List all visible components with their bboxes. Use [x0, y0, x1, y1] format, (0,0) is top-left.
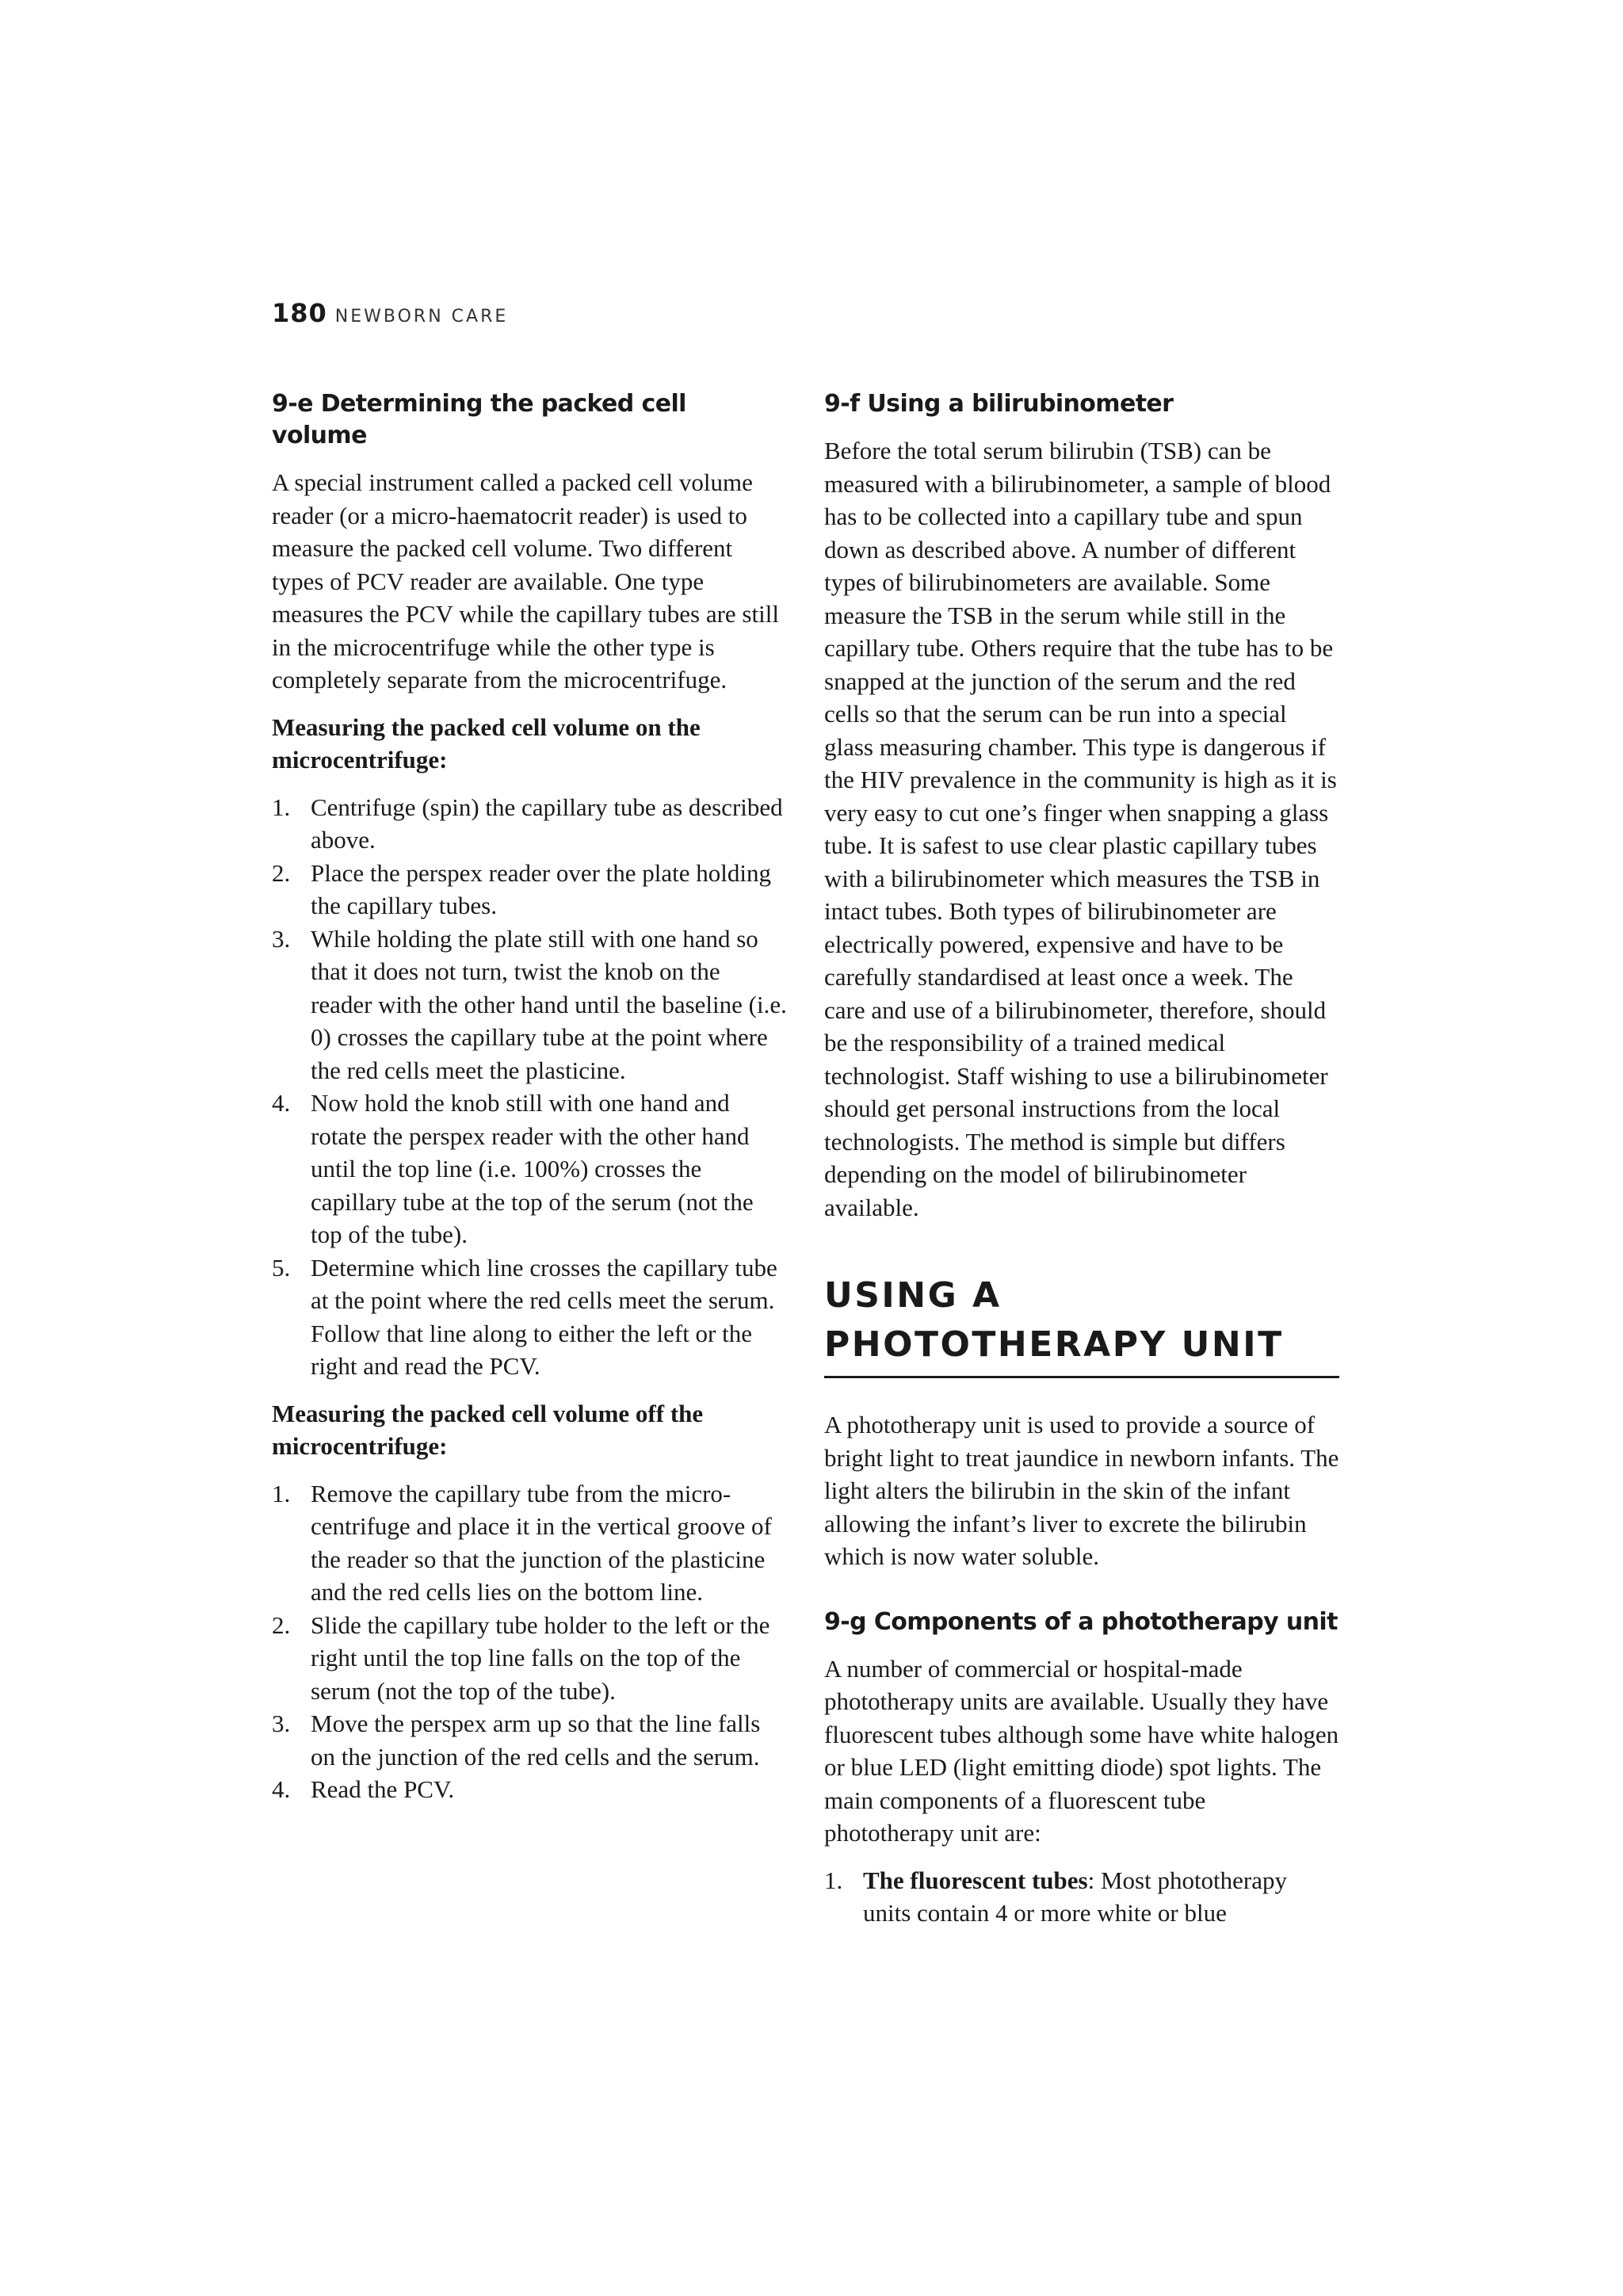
heading-9f: 9-f Using a bilirubinometer — [824, 390, 1174, 418]
heading-9g: 9-g Components of a phototherapy unit — [824, 1607, 1338, 1636]
step-text: Read the PCV. — [311, 1775, 455, 1803]
component-term: The fluorescent tubes — [863, 1866, 1088, 1894]
step-text: Centrifuge (spin) the capillary tube as described above. — [311, 793, 783, 854]
phototherapy-intro: A phototherapy unit is used to provide a source of bright light to treat jaundice in newborn infants. The light alters the bilirubin in the skin of the infant allowing the infant’s liver to excrete the bilirubin which is now water soluble. — [824, 1411, 1339, 1570]
list-item — [272, 791, 787, 857]
list-item — [272, 1707, 787, 1773]
list-item — [272, 1773, 787, 1806]
page-header — [272, 298, 508, 328]
on-microcentrifuge-heading: Measuring the packed cell volume on the microcentrifuge: — [272, 712, 701, 774]
step-number: 2. — [272, 1610, 291, 1639]
step-text: While holding the plate still with one hand so that it does not turn, twist the knob on the reader with the other hand until the baseline (i.e. 0) crosses the capillary tube at the point where the red cells meet the plasticine. — [311, 924, 787, 1084]
step-text: Now hold the knob still with one hand and rotate the perspex reader with the other hand until the top line (i.e. 100%) crosses the capillary tube at the top of the serum (not the top of the tube). — [311, 1089, 754, 1248]
list-item — [272, 1477, 787, 1609]
step-number: 3. — [272, 924, 291, 953]
heading-9e: 9-e Determining the packed cell volume — [272, 390, 686, 449]
section-title: USING A PHOTOTHERAPY UNIT — [824, 1271, 1339, 1378]
step-text: Place the perspex reader over the plate holding the capillary tubes. — [311, 858, 772, 919]
step-number: 2. — [272, 858, 291, 887]
step-text: Determine which line crosses the capillary tube at the point where the red cells meet the serum. Follow that line along to either the left or the right and read the PCV. — [311, 1253, 777, 1380]
list-item — [824, 1864, 1339, 1930]
step-text: Remove the capillary tube from the micro-centrifuge and place it in the vertical groove of the reader so that the junction of the plasticine and the red cells lies on the bottom line. — [311, 1479, 772, 1606]
bilirubinometer-paragraph: Before the total serum bilirubin (TSB) can be measured with a bilirubinometer, a sample of blood has to be collected into a capillary tube and spun down as described above. A number of different types of bilirubinometers are available. Some measure the TSB in the serum while still in the capillary tube. Others require that the tube has to be snapped at the junction of the serum and the red cells so that the serum can be run into a special glass measuring chamber. This type is dangerous if the HIV prevalence in the community is high as it is very easy to cut one’s finger when snapping a glass tube. It is safest to use clear plastic capillary tubes with a bilirubinometer which measures the TSB in intact tubes. Both types of bilirubinometer are electrically powered, expensive and have to be carefully standardised at least once a week. The care and use of a bilirubinometer, therefore, should be the responsibility of a trained medical technologist. Staff wishing to use a bilirubinometer should get personal instructions from the local technologists. The method is simple but differs depending on the model of bilirubinometer available. — [824, 437, 1337, 1221]
step-text: Move the perspex arm up so that the line falls on the junction of the red cells and the serum. — [311, 1710, 761, 1771]
page-number: 180 — [272, 298, 327, 328]
step-number: 1. — [824, 1866, 843, 1894]
step-number: 5. — [272, 1253, 291, 1282]
step-number: 4. — [272, 1775, 291, 1803]
running-title: NEWBORN CARE — [334, 307, 509, 327]
list-item — [272, 857, 787, 923]
intro-paragraph: A special instrument called a packed cell volume reader (or a micro-haematocrit reader) is used to measure the packed cell volume. Two different types of PCV reader are available. One type measures the PCV while the capillary tubes are still in the microcentrifuge while the other type is completely separate from the microcentrifuge. — [272, 468, 779, 693]
list-item — [272, 923, 787, 1087]
step-number: 3. — [272, 1710, 291, 1737]
left-column — [272, 388, 787, 1820]
components-list — [824, 1864, 1339, 1930]
list-item — [272, 1087, 787, 1251]
step-number: 1. — [272, 1479, 291, 1507]
right-column — [824, 388, 1339, 1944]
components-intro: A number of commercial or hospital-made phototherapy units are available. Usually they have fluorescent tubes although some have white halogen or blue LED (light emitting diode) spot lights. The main components of a fluorescent tube phototherapy unit are: — [824, 1654, 1339, 1847]
step-text: : Most phototherapy units contain 4 or more white or blue — [863, 1866, 1288, 1927]
step-number: 1. — [272, 793, 291, 821]
off-microcentrifuge-steps — [272, 1477, 787, 1806]
list-item — [272, 1251, 787, 1383]
list-item — [272, 1609, 787, 1708]
step-number: 4. — [272, 1089, 291, 1117]
step-text: Slide the capillary tube holder to the left or the right until the top line falls on the top of the serum (not the top of the tube). — [311, 1610, 770, 1705]
on-microcentrifuge-steps — [272, 791, 787, 1383]
off-microcentrifuge-heading: Measuring the packed cell volume off the microcentrifuge: — [272, 1399, 704, 1460]
